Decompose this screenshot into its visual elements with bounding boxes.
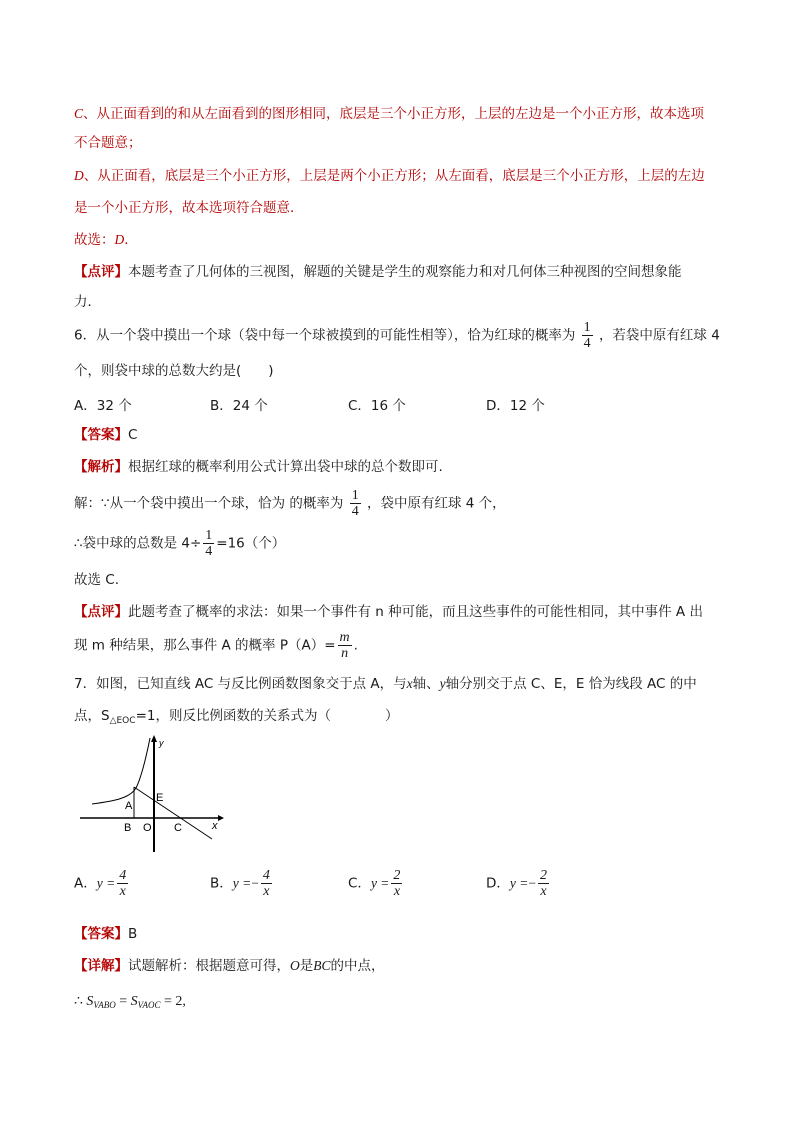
q7-option-a: A．y = $\frac{4}{x}$ [74,868,127,899]
q6-option-d: D．12 个 [486,398,545,414]
label-o: O [143,822,152,834]
q6-comment-line1: 【点评】此题考查了概率的求法：如果一个事件有 n 种可能，而且这些事件的可能性相同，其中事件 A 出 [74,604,703,620]
option-c-explanation-line1: C、从正面看到的和从左面看到的图形相同，底层是三个小正方形，上层的左边是一个小正方形，故本选项 [74,106,705,122]
q7-option-c: C．y = $\frac{2}{x}$ [348,868,401,899]
option-d-label: D [74,168,84,183]
q6-option-c: C．16 个 [348,398,406,414]
q6-answer: 【答案】C [74,427,138,443]
q5-comment-line1: 【点评】本题考查了几何体的三视图，解题的关键是学生的观察能力和对几何体三种视图的空间想象能 [74,264,682,280]
option-d-explanation-line1: D、从正面看，底层是三个小正方形，上层是两个小正方形；从左面看，底层是三个小正方形，上层的左边 [74,168,705,184]
q6-solution-line1: 解：∵从一个袋中摸出一个球，恰为 的概率为 $\frac{1}{4}$ ，袋中原有红球 4 个， [74,488,506,519]
label-y: y [159,738,164,748]
q6-solution-line2: ∴袋中球的总数是 4÷ $\frac{1}{4}$ =16（个） [74,528,286,559]
x-axis-arrow [218,815,224,821]
comment-tag: 【点评】 [74,264,128,280]
option-c-label: C [74,106,84,121]
option-c-explanation-line2: 不合题意； [74,135,142,151]
label-e: E [156,792,164,804]
y-axis-arrow [151,735,157,742]
q7-figure [70,730,230,854]
q6-stem-line1: 6．从一个袋中摸出一个球（袋中每一个球被摸到的可能性相等），恰为红球的概率为 $\frac{1}{4}$ ，若袋中原有红球 4 [74,320,720,351]
q6-comment-line2: 现 m 种结果，那么事件 A 的概率 P（A）= $\frac{m}{n}$ . [74,630,358,661]
q6-option-a: A．32 个 [74,398,132,414]
option-d-explanation-line2: 是一个小正方形，故本选项符合题意． [74,200,304,216]
q5-comment-line2: 力． [74,294,101,310]
q7-detail: 【详解】试题解析：根据题意可得，O是BC的中点， [74,958,385,974]
q7-equation: ∴ $S_{VABO} = S_{VAOC} = 2$, [74,994,186,1010]
q7-stem-line1: 7．如图，已知直线 AC 与反比例函数图象交于点 A，与x轴、y轴分别交于点 C、E，E 恰为线段 AC 的中 [74,676,697,692]
q6-conclusion: 故选 C. [74,572,120,588]
hyperbola-curve [92,738,150,804]
q7-option-d: D．y =− $\frac{2}{x}$ [486,868,548,899]
q6-analysis: 【解析】根据红球的概率利用公式计算出袋中球的总个数即可. [74,459,443,475]
label-c: C [174,822,182,834]
label-x: x [212,820,218,832]
q6-option-b: B．24 个 [210,398,268,414]
q7-stem-line2: 点，$S_{\triangle EOC}=1$，则反比例函数的关系式为（ ） [74,708,399,726]
fraction-one-quarter: $\frac{1}{4}$ [583,320,591,351]
label-b: B [124,822,132,834]
q6-stem-line2: 个，则袋中球的总数大约是( ) [74,363,274,379]
q5-conclusion: 故选：D． [74,232,138,248]
q7-answer: 【答案】B [74,926,138,942]
label-a: A [125,800,133,812]
q7-option-b: B．y =− $\frac{4}{x}$ [210,868,270,899]
